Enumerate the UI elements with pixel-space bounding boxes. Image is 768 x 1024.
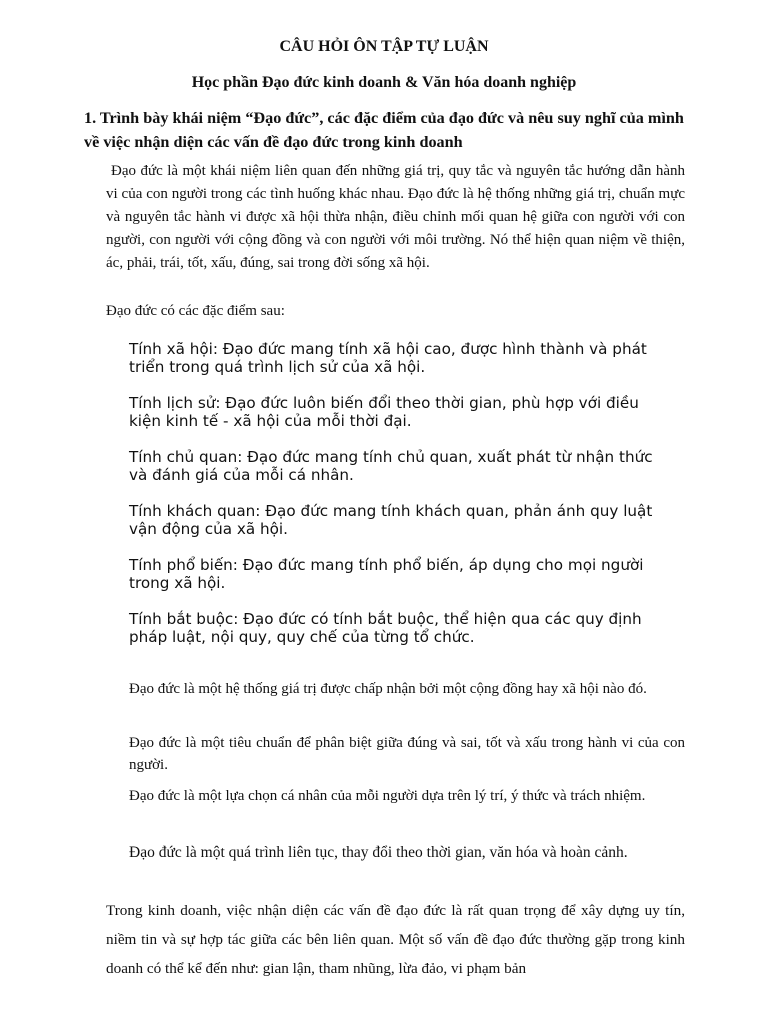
feature-item: Tính bắt buộc: Đạo đức có tính bắt buộc, thể hiện qua các quy định pháp luật, nội quy, quy chế của từng tổ chức. xyxy=(129,610,642,646)
feature-item: Tính khách quan: Đạo đức mang tính khách quan, phản ánh quy luật vận động của xã hội. xyxy=(129,502,653,538)
note-paragraph: Đạo đức là một tiêu chuẩn để phân biệt giữa đúng và sai, tốt và xấu trong hành vi của con người. xyxy=(129,735,685,773)
features-intro: Đạo đức có các đặc điểm sau: xyxy=(106,303,285,319)
note-paragraph: Đạo đức là một lựa chọn cá nhân của mỗi người dựa trên lý trí, ý thức và trách nhiệm. xyxy=(129,788,646,804)
document-subtitle: Học phần Đạo đức kinh doanh & Văn hóa doanh nghiệp xyxy=(191,74,577,91)
document-title: CÂU HỎI ÔN TẬP TỰ LUẬN xyxy=(279,38,489,55)
note-paragraph: Đạo đức là một quá trình liên tục, thay đổi theo thời gian, văn hóa và hoàn cảnh. xyxy=(129,844,628,861)
closing-paragraph: Trong kinh doanh, việc nhận diện các vấn đề đạo đức là rất quan trọng để xây dựng uy tín, niềm tin và sự hợp tác giữa các bên liên quan. Một số vấn đề đạo đức thường gặp trong kinh doanh có thể kể đến như: gian lận, tham nhũng, lừa đảo, vi phạm bản xyxy=(106,902,685,977)
feature-item: Tính chủ quan: Đạo đức mang tính chủ quan, xuất phát từ nhận thức và đánh giá của mỗi cá nhân. xyxy=(129,448,653,484)
feature-item: Tính xã hội: Đạo đức mang tính xã hội cao, được hình thành và phát triển trong quá trình lịch sử của xã hội. xyxy=(129,340,647,376)
feature-item: Tính lịch sử: Đạo đức luôn biến đổi theo thời gian, phù hợp với điều kiện kinh tế - xã hội của mỗi thời đại. xyxy=(129,394,639,430)
note-paragraph: Đạo đức là một hệ thống giá trị được chấp nhận bởi một cộng đồng hay xã hội nào đó. xyxy=(129,681,647,697)
question-heading: 1. Trình bày khái niệm “Đạo đức”, các đặc điểm của đạo đức và nêu suy nghĩ của mình về việc nhận diện các vấn đề đạo đức trong kinh doanh xyxy=(84,109,684,151)
feature-item: Tính phổ biến: Đạo đức mang tính phổ biến, áp dụng cho mọi người trong xã hội. xyxy=(129,556,644,592)
intro-paragraph: Đạo đức là một khái niệm liên quan đến những giá trị, quy tắc và nguyên tắc hướng dẫn hành vi của con người trong các tình huống khác nhau. Đạo đức là hệ thống những giá trị, chuẩn mực và nguyên tắc hành vi được xã hội thừa nhận, điều chỉnh mối quan hệ giữa con người với con người, con người với cộng đồng và con người với môi trường. Nó thể hiện quan niệm về thiện, ác, phải, trái, tốt, xấu, đúng, sai trong đời sống xã hội. xyxy=(106,163,685,271)
